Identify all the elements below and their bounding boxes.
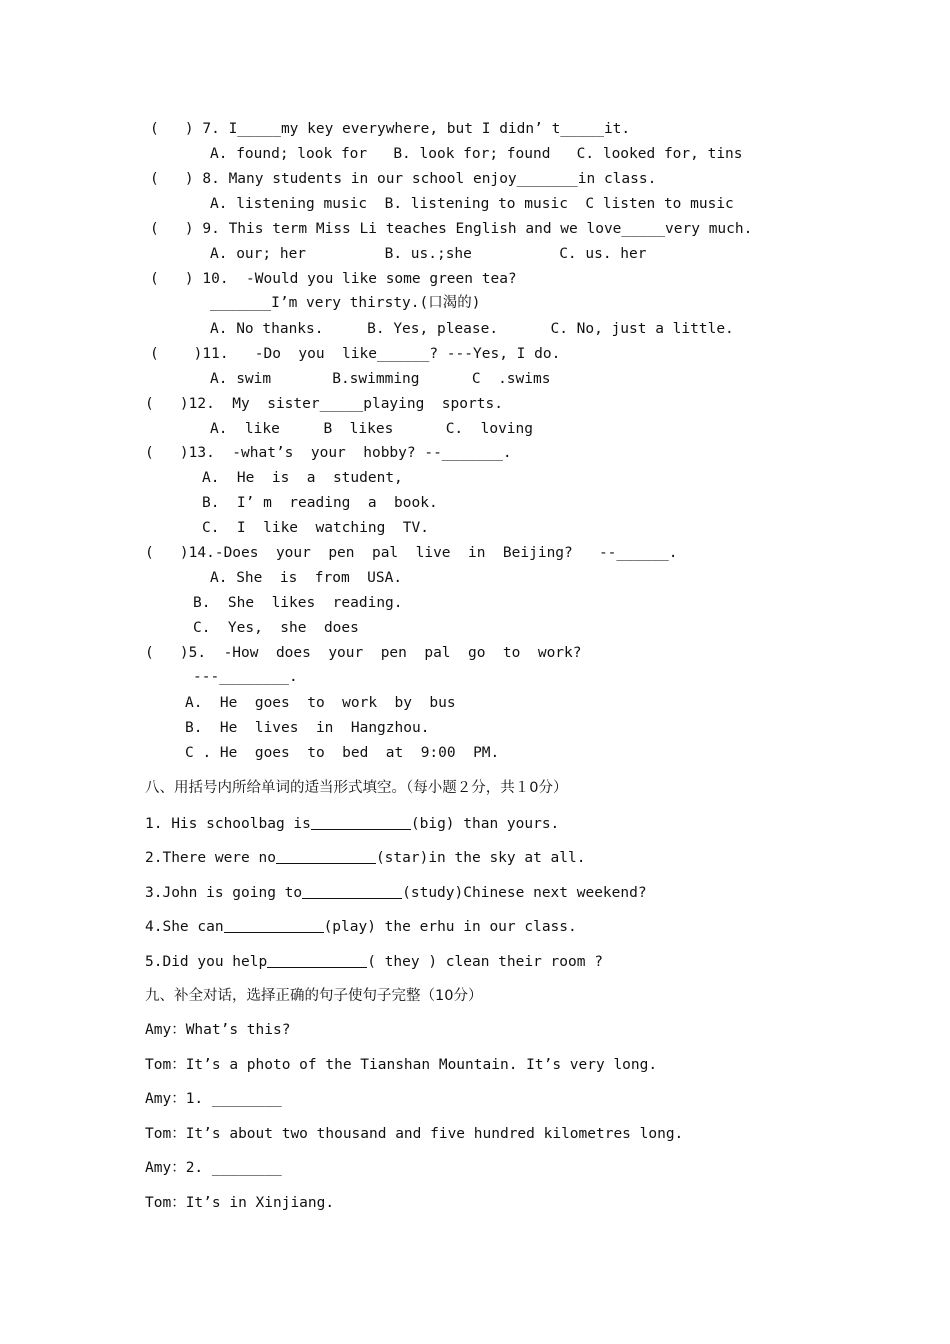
fill-item-3-after: (study)Chinese next weekend? [402,885,647,901]
question-13-option-c: C. I like watching TV. [202,520,429,536]
dialogue-line-6: Tom：It’s in Xinjiang. [145,1195,335,1211]
question-10-options: A. No thanks. B. Yes, please. C. No, just a little. [210,321,734,337]
question-9-options: A. our; her B. us.;she C. us. her [210,246,647,262]
question-11-options: A. swim B.swimming C .swims [210,371,551,387]
question-8-options: A. listening music B. listening to music C listen to music [210,196,734,212]
fill-blank[interactable] [276,849,376,864]
fill-blank[interactable] [311,815,411,830]
fill-item-2-before: 2.There were no [145,850,276,866]
fill-item-5-before: 5.Did you help [145,954,268,970]
question-15-option-c: C . He goes to bed at 9:00 PM. [185,745,500,761]
fill-item-2-after: (star)in the sky at all. [375,850,586,866]
question-14-option-a: A. She is from USA. [210,570,403,586]
question-15-option-b: B. He lives in Hangzhou. [185,720,430,736]
fill-blank[interactable] [224,918,324,933]
question-9: ( ) 9. This term Miss Li teaches English and we love_____very much. [150,221,753,237]
question-13-option-b: B. I’ m reading a book. [202,495,438,511]
question-7-options: A. found; look for B. look for; found C. looked for, tins [210,146,743,162]
dialogue-line-1: Amy：What’s this? [145,1022,291,1038]
fill-item-4 [145,918,577,936]
fill-blank[interactable] [302,884,402,899]
section-8-title: 八、用括号内所给单词的适当形式填空。（每小题２分，共１0分） [145,780,568,796]
dialogue-line-4: Tom：It’s about two thousand and five hundred kilometres long. [145,1126,684,1142]
fill-item-1-before: 1. His schoolbag is [145,816,311,832]
question-13-option-a: A. He is a student, [202,470,403,486]
section-9-title: 九、补全对话，选择正确的句子使句子完整（10分） [145,988,483,1004]
fill-item-4-after: (play) the erhu in our class. [323,919,577,935]
dialogue-line-5: Amy：2. ________ [145,1160,282,1176]
question-12-options: A. like B likes C. loving [210,421,534,437]
dialogue-line-3: Amy：1. ________ [145,1091,282,1107]
fill-item-1 [145,815,559,833]
fill-item-3 [145,884,647,902]
question-15: ( )5. -How does your pen pal go to work? [145,645,582,661]
question-11: ( )11. -Do you like______? ---Yes, I do. [150,346,561,362]
fill-item-2 [145,849,585,867]
fill-item-5 [145,953,603,971]
question-13: ( )13. -what’s your hobby? --_______. [145,445,512,461]
question-14-option-c: C. Yes, she does [193,620,359,636]
question-10-reply: _______I’m very thirsty.(口渴的) [210,295,481,311]
fill-item-4-before: 4.She can [145,919,224,935]
question-7: ( ) 7. I_____my key everywhere, but I didn’ t_____it. [150,121,631,137]
question-15-blank: ---________. [193,669,298,685]
fill-item-1-after: (big) than yours. [410,816,560,832]
question-14-option-b: B. She likes reading. [193,595,403,611]
question-10: ( ) 10. -Would you like some green tea? [150,271,517,287]
question-8: ( ) 8. Many students in our school enjoy_______in class. [150,171,657,187]
fill-item-3-before: 3.John is going to [145,885,303,901]
fill-blank[interactable] [267,953,367,968]
question-12: ( )12. My sister_____playing sports. [145,396,503,412]
question-14: ( )14.-Does your pen pal live in Beijing? --______. [145,545,678,561]
question-15-option-a: A. He goes to work by bus [185,695,456,711]
fill-item-5-after: ( they ) clean their room ? [367,954,603,970]
dialogue-line-2: Tom：It’s a photo of the Tianshan Mountain. It’s very long. [145,1057,658,1073]
